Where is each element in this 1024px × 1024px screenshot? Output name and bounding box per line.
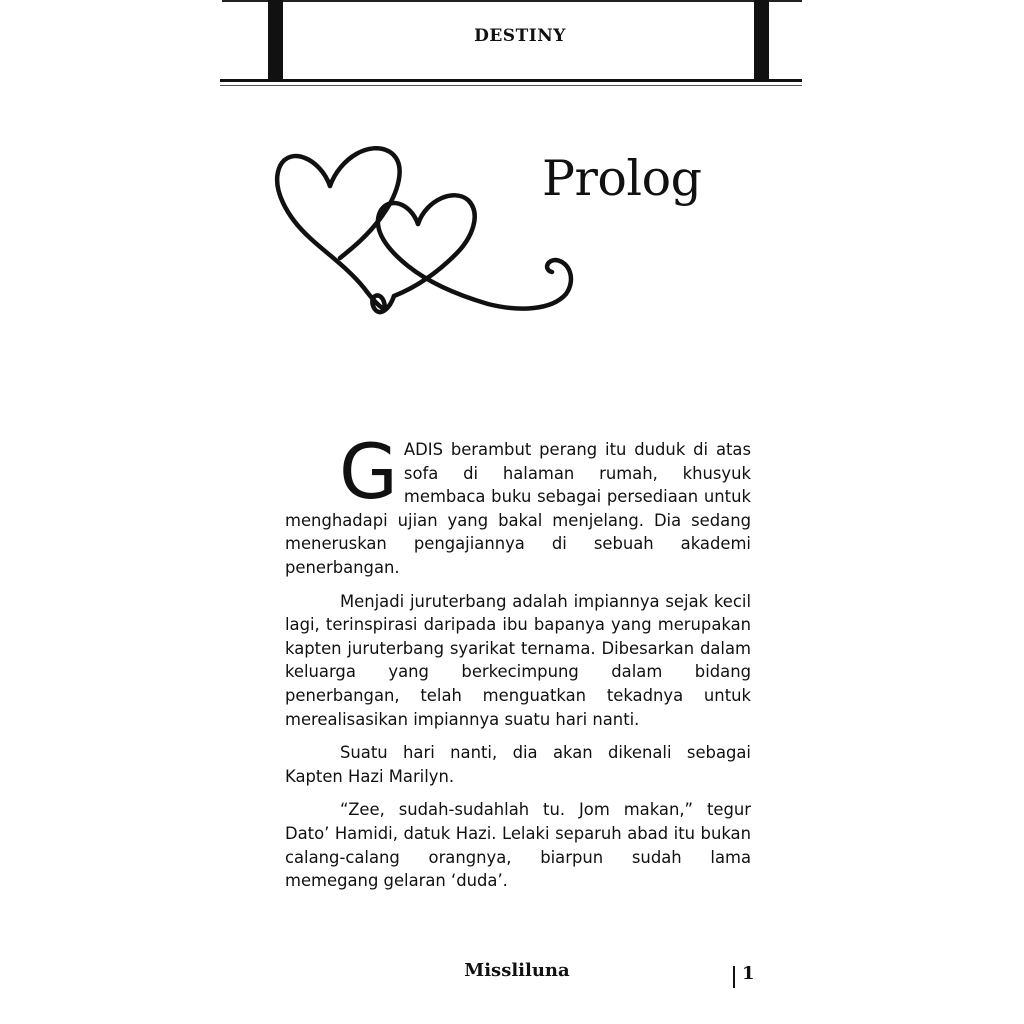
paragraph-1 [285,427,751,580]
footer-separator [733,966,735,988]
header-bottom-thin-rule [220,85,802,86]
paragraph-3: Suatu hari nanti, dia akan dikenali sebagai Kapten Hazi Marilyn. [285,743,751,786]
header-left-bar [268,0,283,82]
header-top-rule [222,0,802,2]
drop-cap: G [339,427,398,516]
paragraph-2: Menjadi juruterbang adalah impiannya sejak kecil lagi, terinspirasi daripada ibu bapanya yang merupakan kapten juruterbang syarikat ternama. Dibesarkan dalam keluarga yang berkecimpung dalam bidang penerbangan, telah menguatkan tekadnya untuk merealisasikan impiannya suatu hari nanti. [285,591,751,729]
header-bottom-rule [220,79,802,82]
paragraph-4: “Zee, sudah-sudahlah tu. Jom makan,” tegur Dato’ Hamidi, datuk Hazi. Lelaki separuh abad itu bukan calang-calang orangnya, biarpun sudah lama memegang gelaran ‘duda’. [285,800,751,891]
footer-author: Missliluna [464,960,570,981]
prologue-body [285,427,751,903]
page-number: 1 [742,963,755,984]
paragraph-1-text: ADIS berambut perang itu duduk di atas sofa di halaman rumah, khusyuk membaca buku sebagai persediaan untuk menghadapi ujian yang bakal menjelang. Dia sedang meneruskan pengajiannya di sebuah akademi penerbangan. [285,440,751,577]
double-hearts-icon [268,138,588,328]
chapter-title: Prolog [542,150,702,207]
header-right-bar [754,0,769,82]
running-header-title: DESTINY [474,26,566,46]
